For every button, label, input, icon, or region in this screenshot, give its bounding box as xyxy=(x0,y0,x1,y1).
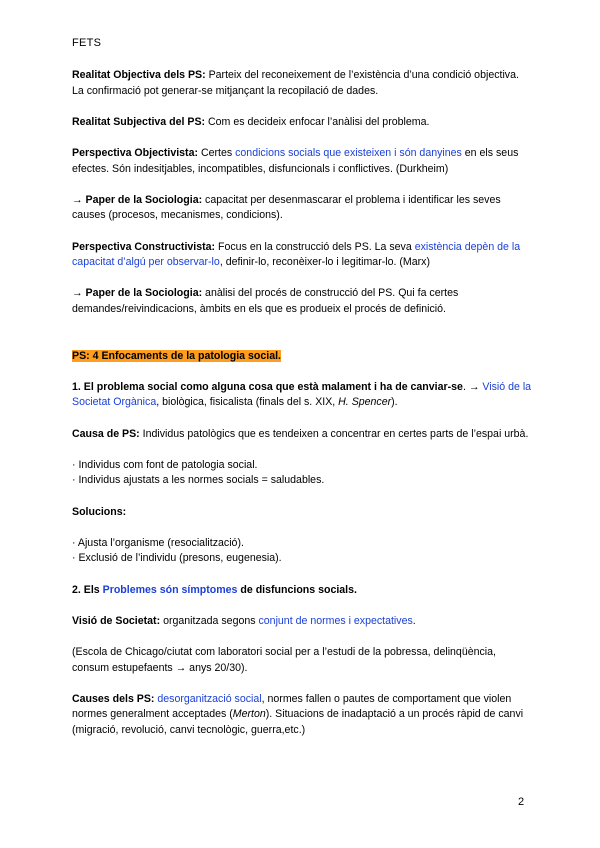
paragraph-text: anàlisi del procés de construcció del PS. Qui fa certes demandes/reivindicacions, àmbits en els que es produeix el procés de definició. xyxy=(72,287,459,315)
paragraph-text: de disfuncions socials. xyxy=(237,583,357,596)
term-label: Paper de la Sociologia: xyxy=(85,193,203,206)
highlighted-phrase: desorganització social xyxy=(157,692,262,705)
list-item: · Exclusió de l’individu (presons, eugenesia). xyxy=(72,552,282,565)
paragraph-causes-ps xyxy=(72,692,532,739)
highlighted-phrase: conjunt de normes i expectatives xyxy=(258,614,413,627)
paragraph-visio-societat xyxy=(72,614,532,630)
paragraph-text: 2. Els xyxy=(72,583,103,596)
highlighted-phrase: existència depèn de la capacitat d’algú per observar-lo xyxy=(72,240,521,269)
author-name: H. Spencer xyxy=(338,396,392,409)
paragraph-text: ). Situacions de inadaptació a un procés ràpid de canvi (migració, revolució, canvi tecnològic, guerra,etc.) xyxy=(72,708,524,736)
list-item: · Individus ajustats a les normes socials = saludables. xyxy=(72,474,325,487)
paragraph-perspectiva-constructivista xyxy=(72,240,532,271)
paragraph-text: Parteix del reconeixement de l’existència d’una condició objectiva. La confirmació pot generar-se mitjançant la recopilació de dades. xyxy=(72,69,519,97)
paragraph-paper-sociologia-2 xyxy=(72,286,532,317)
highlighted-phrase: Problemes són símptomes xyxy=(102,583,238,596)
paragraph-escola-chicago: (Escola de Chicago/ciutat com laboratori social per a l’estudi de la pobressa, delinqüència, consum estupefaents → anys 20/30). xyxy=(72,645,496,674)
term-label: Causes dels PS: xyxy=(72,692,155,705)
term-label: Solucions: xyxy=(72,505,127,518)
highlighted-phrase: Visió de la Societat Orgànica xyxy=(72,380,532,409)
paragraph-enfocament-1 xyxy=(72,380,532,411)
highlighted-phrase: condicions socials que existeixen i són danyines xyxy=(235,146,462,159)
page-number: 2 xyxy=(518,796,525,808)
paragraph-text: . → xyxy=(462,380,483,393)
term-label: 1. El problema social como alguna cosa que està malament i ha de canviar-se xyxy=(72,380,463,393)
paragraph-text: Focus en la construcció dels PS. La seva xyxy=(215,240,415,253)
paragraph-text: , definir-lo, reconèixer-lo i legitimar-lo. (Marx) xyxy=(219,256,430,269)
paragraph-text: en els seus efectes. Són indesitjables, incompatibles, disfuncionals i conflictives. (Durkheim) xyxy=(72,146,519,175)
paragraph-text: , normes fallen o pautes de comportament que violen normes generalment acceptades ( xyxy=(72,692,512,721)
page-header: FETS xyxy=(72,37,102,49)
highlighted-heading: PS: 4 Enfocaments de la patologia social. xyxy=(72,349,281,362)
term-label: Causa de PS: xyxy=(72,427,140,440)
paragraph-text: , biològica, fisicalista (finals del s. XIX, xyxy=(156,396,339,409)
paragraph-text: Certes xyxy=(198,146,236,159)
paragraph-causa-ps xyxy=(72,427,532,443)
term-label: Visió de Societat: xyxy=(72,614,161,627)
paragraph-text: Individus patològics que es tendeixen a concentrar en certes parts de l’espai urbà. xyxy=(139,427,529,440)
paragraph-text: organitzada segons xyxy=(160,614,259,627)
section-heading xyxy=(72,349,532,365)
solucions-heading xyxy=(72,505,532,521)
paragraph-text: ). xyxy=(391,396,398,409)
term-label: Realitat Objectiva dels PS: xyxy=(72,69,206,81)
term-label: Perspectiva Objectivista: xyxy=(72,146,199,159)
list-item: · Individus com font de patologia social. xyxy=(72,458,258,471)
term-label: Paper de la Sociologia: xyxy=(85,287,203,300)
document-body xyxy=(72,68,532,739)
paragraph-text: capacitat per desenmascarar el problema i identificar les seves causes (procesos, mecanismes, condicions). xyxy=(72,193,501,222)
term-label: Perspectiva Constructivista: xyxy=(72,240,216,253)
arrow-icon: → xyxy=(72,287,86,300)
paragraph-text: . xyxy=(412,614,416,627)
list-item: · Ajusta l’organisme (resocialització). xyxy=(72,536,244,549)
paragraph-realitat-objectiva xyxy=(72,68,532,99)
arrow-icon: → xyxy=(72,193,86,206)
author-name: Merton xyxy=(232,708,266,721)
paragraph-text: Com es decideix enfocar l’anàlisi del problema. xyxy=(205,115,430,128)
paragraph-enfocament-2 xyxy=(72,583,532,599)
term-label: Realitat Subjectiva del PS: xyxy=(72,115,206,128)
paragraph-paper-sociologia-1 xyxy=(72,193,532,224)
paragraph-perspectiva-objectivista xyxy=(72,146,532,177)
paragraph-realitat-subjectiva xyxy=(72,115,532,131)
